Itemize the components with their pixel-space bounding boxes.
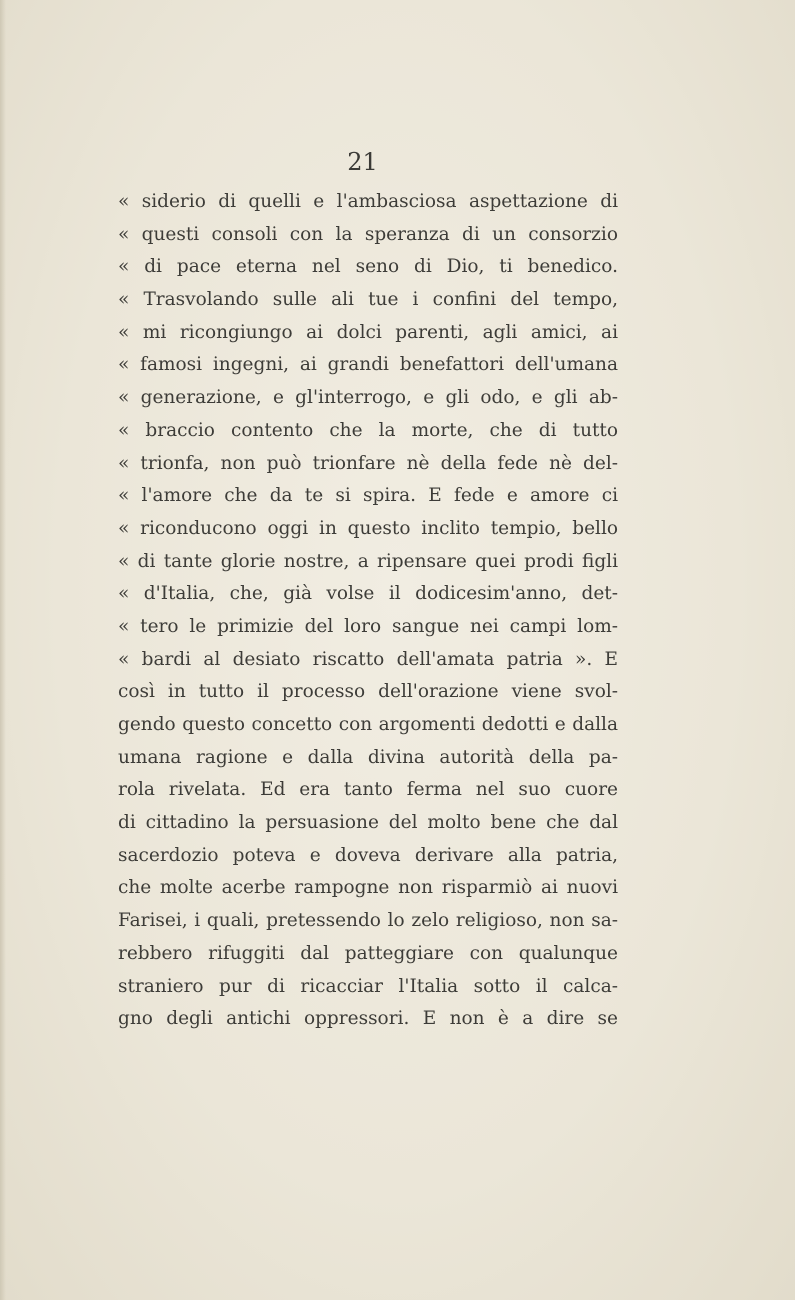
text-line: « d'Italia, che, già volse il dodicesim'anno, det- [118,583,618,605]
text-line: « di tante glorie nostre, a ripensare quei prodi figli [118,550,618,572]
text-line: « di pace eterna nel seno di Dio, ti benedico. [118,256,618,278]
text-line: « trionfa, non può trionfare nè della fede nè del- [118,452,618,474]
text-line: « siderio di quelli e l'ambasciosa aspettazione di [118,191,618,212]
page-edge-shadow [0,0,6,1300]
text-line: gno degli antichi oppressori. E non è a dire se [118,1008,618,1030]
text-line: « Trasvolando sulle ali tue i confini del tempo, [118,289,618,311]
text-line: « generazione, e gl'interrogo, e gli odo, e gli ab- [118,387,618,409]
text-line: così in tutto il processo dell'orazione viene svol- [118,681,618,703]
text-line: « mi ricongiungo ai dolci parenti, agli amici, ai [118,321,618,343]
text-line: « bardi al desiato riscatto dell'amata patria ». E [118,648,618,670]
text-line: sacerdozio poteva e doveva derivare alla patria, [118,844,618,866]
text-line: « tero le primizie del loro sangue nei campi lom- [118,615,618,637]
text-line: umana ragione e dalla divina autorità della pa- [118,746,618,768]
page-number: 21 [347,148,378,176]
body-text [118,186,618,1036]
text-line: « questi consoli con la speranza di un consorzio [118,223,618,245]
text-line: Farisei, i quali, pretessendo lo zelo religioso, non sa- [118,910,618,932]
text-line: rola rivelata. Ed era tanto ferma nel suo cuore [118,779,618,801]
text-line: « l'amore che da te si spira. E fede e amore ci [118,485,618,507]
text-line: straniero pur di ricacciar l'Italia sotto il calca- [118,975,618,997]
text-line: che molte acerbe rampogne non risparmiò ai nuovi [118,877,618,899]
text-line: « famosi ingegni, ai grandi benefattori dell'umana [118,354,618,376]
text-line: rebbero rifuggiti dal patteggiare con qualunque [118,942,618,964]
text-line: gendo questo concetto con argomenti dedotti e dalla [118,714,618,735]
text-line: « braccio contento che la morte, che di tutto [118,419,618,441]
text-line: « riconducono oggi in questo inclito tempio, bello [118,517,618,539]
text-line: di cittadino la persuasione del molto bene che dal [118,812,618,834]
